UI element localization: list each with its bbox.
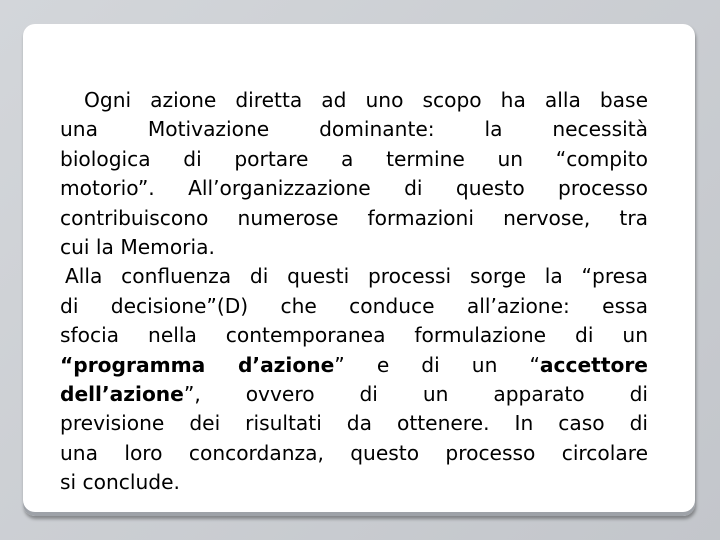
- paragraph-2-line-5-text: ”, ovvero di un apparato di: [183, 382, 648, 407]
- paragraph-2-line-7: una loro concordanza, questo processo circolare: [60, 440, 648, 465]
- accettore-bold: accettore: [539, 352, 648, 377]
- slide-text: [60, 86, 648, 498]
- paragraph-2-line-4-text: ” e di un “: [334, 352, 540, 377]
- paragraph-2-line-3: sfocia nella contemporanea formulazione di un: [60, 323, 648, 348]
- paragraph-1-line-3: biologica di portare a termine un “compito: [60, 146, 648, 171]
- programma-azione-bold: “programma d’azione: [60, 352, 335, 377]
- paragraph-2-line-4: [60, 351, 648, 380]
- paragraph-2-line-2: di decisione”(D) che conduce all’azione: essa: [60, 293, 648, 318]
- paragraph-2-line-5: [60, 380, 648, 409]
- paragraph-1-line-1: Ogni azione diretta ad uno scopo ha alla base: [84, 88, 648, 112]
- paragraph-2-line-6: previsione dei risultati da ottenere. In caso di: [60, 411, 648, 436]
- paragraph-1-line-2: una Motivazione dominante: la necessità: [60, 117, 648, 142]
- paragraph-2-line-1: Alla confluenza di questi processi sorge la “presa: [65, 264, 648, 289]
- paragraph-1-line-5: contribuiscono numerose formazioni nervose, tra: [60, 205, 648, 230]
- paragraph-1-line-4: motorio”. All’organizzazione di questo processo: [60, 176, 648, 201]
- paragraph-2-line-8: si conclude.: [60, 470, 180, 495]
- dellazione-bold: dell’azione: [60, 382, 184, 407]
- paragraph-2: [60, 262, 648, 497]
- paragraph-1: [60, 86, 648, 262]
- paragraph-1-line-6: cui la Memoria.: [60, 235, 215, 260]
